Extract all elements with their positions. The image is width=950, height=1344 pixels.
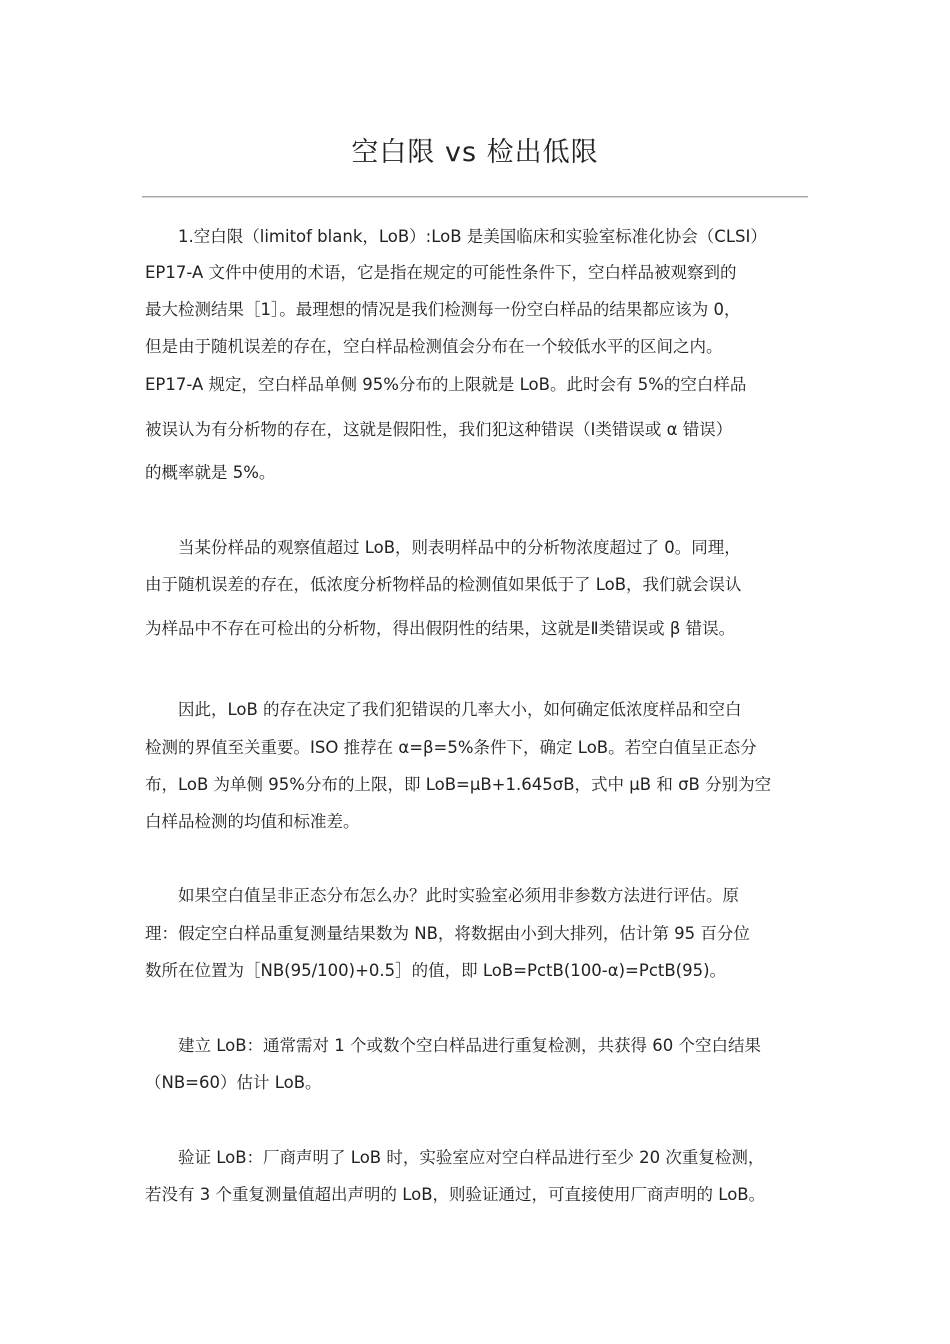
paragraph-5-line-2: （NB=60）估计 LoB。 [145,1073,322,1092]
paragraph-1-line-1: 1.空白限（limitof blank，LoB）:LoB 是美国临床和实验室标准化协会（CLSI） [178,227,767,246]
paragraph-1-line-3: 最大检测结果［1］。最理想的情况是我们检测每一份空白样品的结果都应该为 0， [145,300,741,319]
paragraph-4-line-1: 如果空白值呈非正态分布怎么办？此时实验室必须用非参数方法进行评估。原 [178,886,739,905]
paragraph-2-line-3: 为样品中不存在可检出的分析物，得出假阴性的结果，这就是Ⅱ类错误或 β 错误。 [145,619,736,638]
paragraph-6-line-2: 若没有 3 个重复测量值超出声明的 LoB，则验证通过，可直接使用厂商声明的 LoB。 [145,1185,766,1204]
paragraph-4-line-3: 数所在位置为［NB(95/100)+0.5］的值，即 LoB=PctB(100-α)=PctB(95)。 [145,961,727,980]
paragraph-3-line-4: 白样品检测的均值和标准差。 [145,812,360,831]
paragraph-3-line-3: 布，LoB 为单侧 95%分布的上限，即 LoB=μB+1.645σB，式中 μB 和 σB 分别为空 [145,775,772,794]
paragraph-5-line-1: 建立 LoB：通常需对 1 个或数个空白样品进行重复检测，共获得 60 个空白结果 [178,1036,762,1055]
paragraph-1-line-2: EP17-A 文件中使用的术语，它是指在规定的可能性条件下，空白样品被观察到的 [145,263,737,282]
paragraph-2-line-2: 由于随机误差的存在，低浓度分析物样品的检测值如果低于了 LoB，我们就会误认 [145,575,742,594]
title-divider [142,196,808,198]
paragraph-2-line-1: 当某份样品的观察值超过 LoB，则表明样品中的分析物浓度超过了 0。同理， [178,538,741,557]
document-title: 空白限 vs 检出低限 [351,137,599,168]
paragraph-1-line-4: 但是由于随机误差的存在，空白样品检测值会分布在一个较低水平的区间之内。 [145,337,723,356]
paragraph-6-line-1: 验证 LoB：厂商声明了 LoB 时，实验室应对空白样品进行至少 20 次重复检测， [178,1148,765,1167]
paragraph-1-line-6: 被误认为有分析物的存在，这就是假阳性，我们犯这种错误（Ⅰ类错误或 α 错误） [145,420,733,439]
paragraph-1-line-7: 的概率就是 5%。 [145,463,276,482]
paragraph-3-line-1: 因此，LoB 的存在决定了我们犯错误的几率大小，如何确定低浓度样品和空白 [178,700,742,719]
paragraph-1-line-5: EP17-A 规定，空白样品单侧 95%分布的上限就是 LoB。此时会有 5%的空白样品 [145,375,747,394]
paragraph-4-line-2: 理：假定空白样品重复测量结果数为 NB，将数据由小到大排列，估计第 95 百分位 [145,924,750,943]
paragraph-3-line-2: 检测的界值至关重要。ISO 推荐在 α=β=5%条件下，确定 LoB。若空白值呈正态分 [145,738,757,757]
